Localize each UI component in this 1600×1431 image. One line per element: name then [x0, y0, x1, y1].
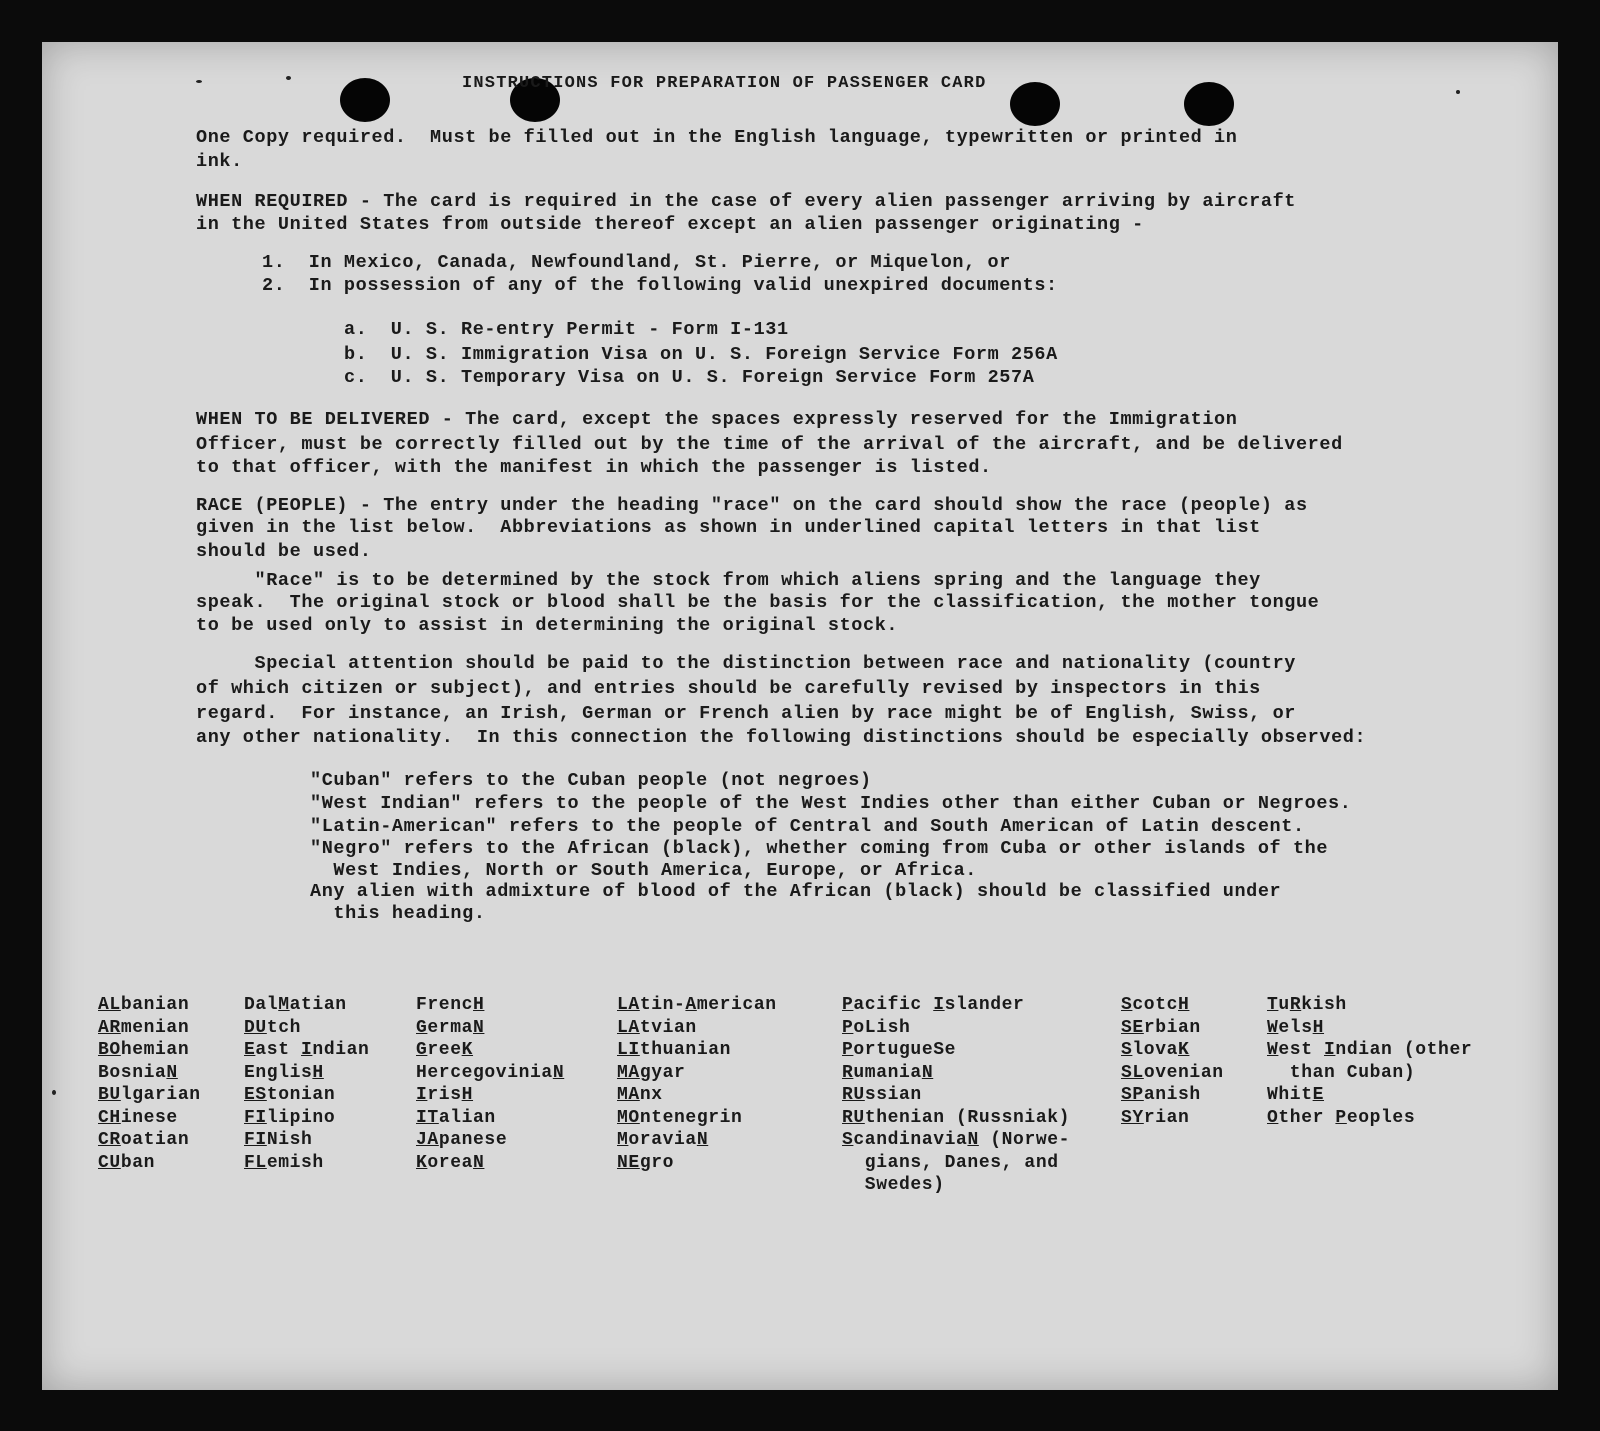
race-entry: RUssian — [842, 1085, 922, 1105]
intro-line: ink. — [196, 151, 243, 172]
race-entry: WhitE — [1267, 1085, 1325, 1105]
condition-item: 1. In Mexico, Canada, Newfoundland, St. Pierre, or Miquelon, or — [262, 252, 1011, 273]
special-attention-line: of which citizen or subject), and entries should be carefully revised by inspectors in this — [196, 678, 1261, 699]
race-entry: BUlgarian — [98, 1085, 201, 1105]
when-required-line: WHEN REQUIRED - The card is required in the case of every alien passenger arriving by aircraft — [196, 191, 1296, 212]
condition-item: 2. In possession of any of the following valid unexpired documents: — [262, 275, 1058, 296]
race-entry: CHinese — [98, 1107, 178, 1128]
document-item: c. U. S. Temporary Visa on U. S. Foreign Service Form 257A — [344, 367, 1035, 388]
ink-speck — [286, 76, 291, 80]
race-entry: PortugueSe — [842, 1040, 957, 1060]
document-item: b. U. S. Immigration Visa on U. S. Foreign Service Form 256A — [344, 344, 1058, 365]
race-entry: LIthuanian — [617, 1040, 732, 1060]
race-entry: West Indian (other — [1267, 1040, 1473, 1060]
race-column — [244, 994, 369, 1174]
distinction-line: West Indies, North or South America, Europe, or Africa. — [310, 860, 978, 881]
race-entry: ALbanian — [98, 995, 190, 1015]
ink-speck — [196, 80, 202, 83]
race-column — [416, 994, 564, 1174]
race-people-line: RACE (PEOPLE) - The entry under the heading "race" on the card should show the race (people) as — [196, 495, 1308, 516]
race-entry: KoreaN — [416, 1152, 485, 1173]
race-column — [1267, 994, 1472, 1129]
race-entry: ScotcH — [1121, 995, 1190, 1015]
race-entry: SYrian — [1121, 1107, 1190, 1128]
race-entry: NEgro — [617, 1152, 675, 1173]
special-attention-line: regard. For instance, an Irish, German or French alien by race might be of English, Swiss, or — [196, 703, 1296, 724]
punch-hole — [1184, 82, 1234, 126]
race-definition-line: to be used only to assist in determining the original stock. — [196, 615, 899, 636]
punch-hole — [1010, 82, 1060, 126]
race-entry: DalMatian — [244, 995, 347, 1015]
race-entry: BOhemian — [98, 1040, 190, 1060]
race-column — [98, 994, 201, 1174]
special-attention-line: any other nationality. In this connection the following distinctions should be especially observed: — [196, 727, 1367, 748]
race-entry: MOntenegrin — [617, 1107, 743, 1128]
race-definition-line: speak. The original stock or blood shall be the basis for the classification, the mother tongue — [196, 592, 1320, 613]
race-entry: FrencH — [416, 995, 485, 1015]
race-entry: EStonian — [244, 1085, 336, 1105]
race-entry: HercegoviniaN — [416, 1062, 565, 1083]
race-entry: GermaN — [416, 1017, 485, 1038]
race-entry: RumaniaN — [842, 1062, 934, 1083]
document-title: INSTRUCTIONS FOR PREPARATION OF PASSENGER CARD — [462, 74, 987, 93]
race-entry: FLemish — [244, 1152, 324, 1173]
race-entry: RUthenian (Russniak) — [842, 1107, 1071, 1128]
race-entry: MoraviaN — [617, 1130, 709, 1150]
race-people-line: given in the list below. Abbreviations as shown in underlined capital letters in that list — [196, 517, 1261, 538]
race-entry: East Indian — [244, 1040, 370, 1060]
race-entry: CRoatian — [98, 1130, 190, 1150]
when-delivered-line: to that officer, with the manifest in which the passenger is listed. — [196, 457, 992, 478]
race-column — [617, 994, 777, 1174]
race-entry: FINish — [244, 1130, 313, 1150]
distinction-line: "Cuban" refers to the Cuban people (not negroes) — [310, 770, 872, 791]
race-entry: PoLish — [842, 1017, 911, 1038]
distinction-line: "Latin-American" refers to the people of Central and South American of Latin descent. — [310, 816, 1305, 837]
race-entry: EnglisH — [244, 1062, 324, 1083]
race-entry: WelsH — [1267, 1017, 1325, 1038]
distinction-line: "Negro" refers to the African (black), whether coming from Cuba or other islands of the — [310, 838, 1329, 859]
race-entry: ARmenian — [98, 1017, 190, 1038]
race-entry: IrisH — [416, 1085, 474, 1105]
race-entry: SErbian — [1121, 1017, 1201, 1038]
race-entry: JApanese — [416, 1130, 508, 1150]
distinction-line: "West Indian" refers to the people of the West Indies other than either Cuban or Negroes. — [310, 793, 1352, 814]
special-attention-line: Special attention should be paid to the distinction between race and nationality (country — [196, 653, 1296, 674]
intro-line: One Copy required. Must be filled out in the English language, typewritten or printed in — [196, 127, 1238, 148]
race-entry: MAgyar — [617, 1062, 686, 1083]
race-column — [842, 994, 1070, 1197]
race-entry: LAtvian — [617, 1017, 697, 1038]
race-definition-line: "Race" is to be determined by the stock from which aliens spring and the language they — [196, 570, 1261, 591]
race-entry: Other Peoples — [1267, 1107, 1416, 1128]
race-entry: MAnx — [617, 1085, 663, 1105]
race-entry: SLovenian — [1121, 1062, 1224, 1083]
punch-hole — [340, 78, 390, 122]
distinction-line: Any alien with admixture of blood of the African (black) should be classified under — [310, 881, 1282, 902]
ink-speck — [1456, 90, 1460, 94]
race-entry: ITalian — [416, 1107, 496, 1128]
race-entry: than Cuban) — [1267, 1062, 1416, 1083]
when-required-line: in the United States from outside thereof except an alien passenger originating - — [196, 214, 1144, 235]
race-entry: SlovaK — [1121, 1040, 1190, 1060]
race-entry: CUban — [98, 1152, 156, 1173]
ink-speck — [52, 1090, 56, 1095]
race-entry: SPanish — [1121, 1085, 1201, 1105]
when-delivered-line: WHEN TO BE DELIVERED - The card, except the spaces expressly reserved for the Immigration — [196, 409, 1238, 430]
race-entry: ScandinaviaN (Norwe- — [842, 1130, 1071, 1150]
document-item: a. U. S. Re-entry Permit - Form I-131 — [344, 319, 789, 340]
race-entry: GreeK — [416, 1040, 474, 1060]
distinction-line: this heading. — [310, 903, 486, 924]
race-column — [1121, 994, 1224, 1129]
race-entry: LAtin-American — [617, 995, 777, 1015]
race-entry: Pacific Islander — [842, 995, 1025, 1015]
race-entry: DUtch — [244, 1017, 302, 1038]
race-entry: Swedes) — [842, 1175, 945, 1195]
race-entry: BosniaN — [98, 1062, 178, 1083]
race-entry: gians, Danes, and — [842, 1152, 1059, 1173]
race-entry: FIlipino — [244, 1107, 336, 1128]
race-people-line: should be used. — [196, 541, 372, 562]
race-entry: TuRkish — [1267, 995, 1347, 1015]
when-delivered-line: Officer, must be correctly filled out by the time of the arrival of the aircraft, and be delivered — [196, 434, 1343, 455]
